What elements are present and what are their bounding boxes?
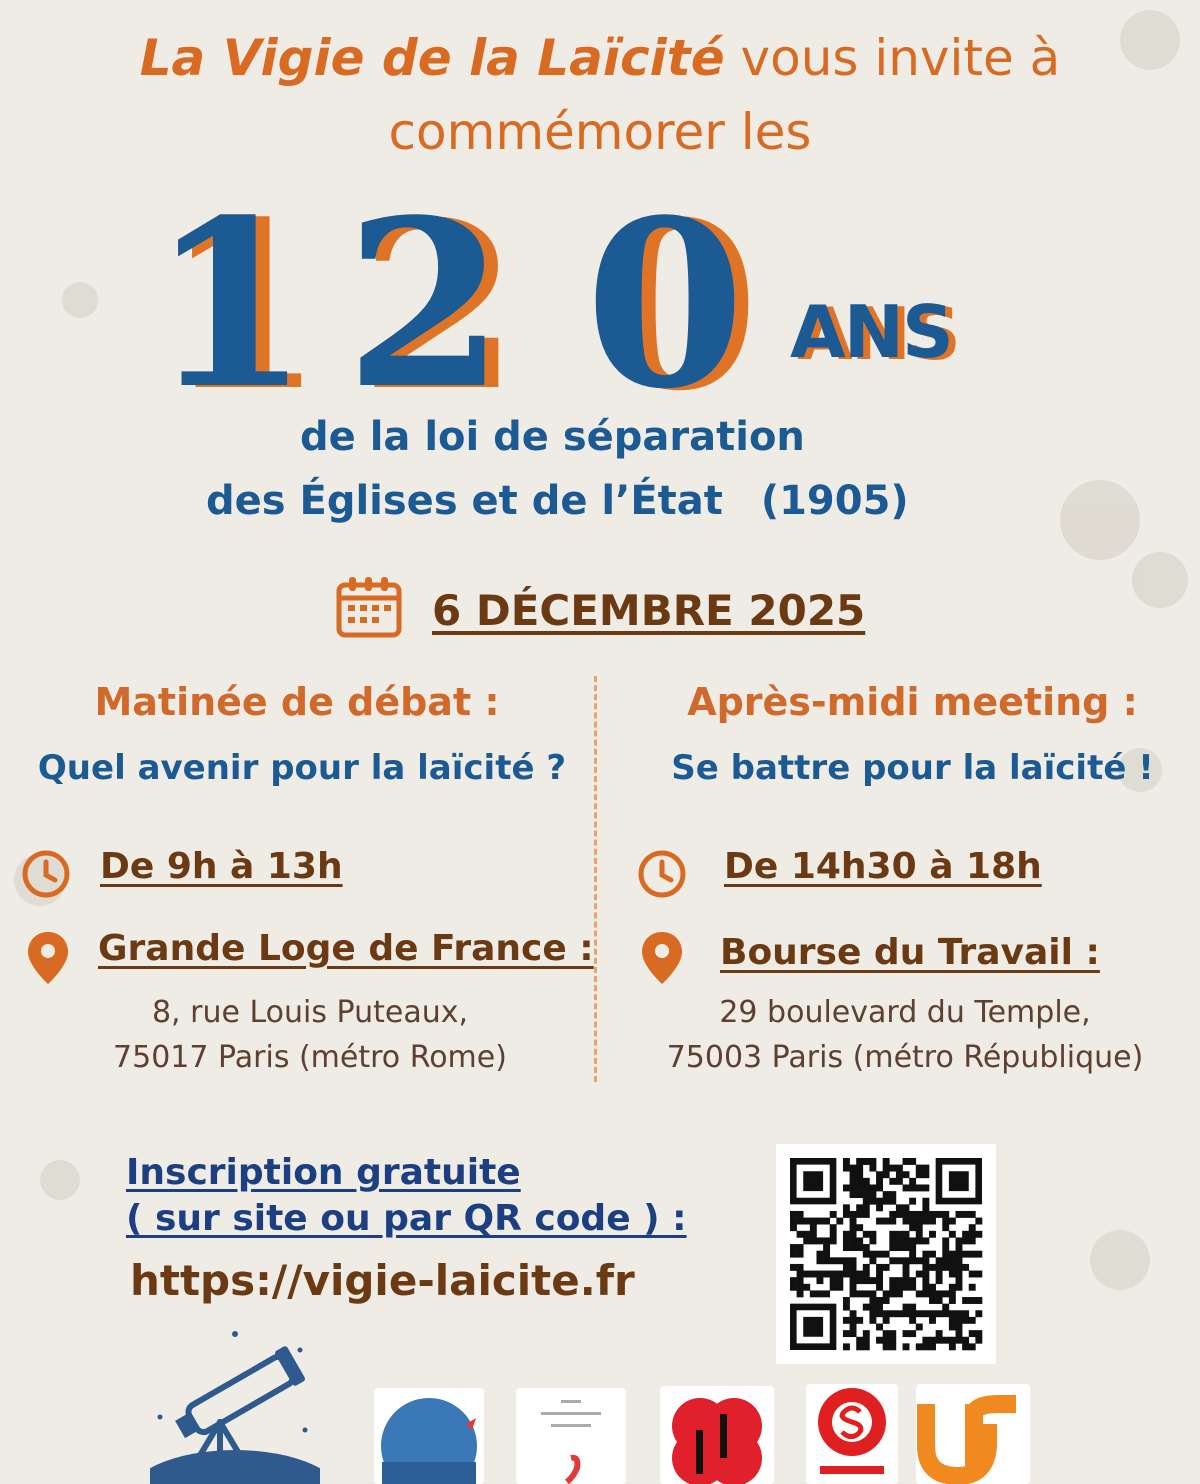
calendar-icon (336, 576, 402, 638)
headline-line-2: commémorer les (388, 103, 812, 161)
ans-label: ANS (790, 290, 952, 374)
org-name: La Vigie de la Laïcité (139, 29, 725, 87)
partner-logo-ur (916, 1384, 1030, 1484)
partner-logo-ligue-enseignement (374, 1388, 484, 1484)
telescope-icon (150, 1322, 320, 1484)
law-subtitle-line-2 (206, 478, 909, 524)
registration-line-1: Inscription gratuite (126, 1152, 521, 1193)
afternoon-address (610, 990, 1200, 1080)
afternoon-address-line-2: 75003 Paris (métro République) (666, 1040, 1144, 1075)
morning-address-line-1: 8, rue Louis Puteaux, (151, 995, 469, 1030)
afternoon-address-line-1: 29 boulevard du Temple, (719, 995, 1091, 1030)
clock-icon (636, 848, 688, 900)
location-pin-icon (26, 930, 70, 986)
partner-logo-solidarite-laique (806, 1384, 898, 1484)
partner-logo-llp (660, 1386, 774, 1484)
afternoon-time: De 14h30 à 18h (724, 846, 1042, 887)
registration-line-2: ( sur site ou par QR code ) : (126, 1198, 687, 1239)
morning-title: Matinée de débat : (94, 680, 500, 724)
digit-1: 1 (150, 170, 311, 440)
qr-code[interactable] (776, 1144, 996, 1364)
location-pin-icon (640, 930, 684, 986)
afternoon-venue: Bourse du Travail : (720, 932, 1100, 973)
afternoon-title: Après-midi meeting : (687, 680, 1138, 724)
digit-3: 0 (585, 170, 746, 440)
qr-code-graphic (776, 1144, 996, 1364)
clock-icon (20, 848, 72, 900)
law-subtitle-text: des Églises et de l’État (206, 478, 723, 524)
law-year: (1905) (760, 478, 909, 524)
afternoon-subtitle: Se battre pour la laïcité ! (671, 748, 1154, 788)
invite-text: vous invite à (740, 29, 1061, 87)
morning-venue: Grande Loge de France : (98, 928, 594, 969)
morning-subtitle: Quel avenir pour la laïcité ? (37, 748, 567, 788)
digit-2: 2 (345, 170, 506, 440)
law-subtitle-line-1: de la loi de séparation (300, 414, 805, 460)
partner-logo-ldh (516, 1388, 626, 1484)
morning-address (0, 990, 620, 1080)
event-date: 6 DÉCEMBRE 2025 (432, 586, 866, 635)
morning-address-line-2: 75017 Paris (métro Rome) (113, 1040, 507, 1075)
morning-time: De 9h à 13h (100, 846, 343, 887)
headline-line-1 (0, 28, 1200, 88)
website-link[interactable]: https://vigie-laicite.fr (130, 1256, 635, 1305)
